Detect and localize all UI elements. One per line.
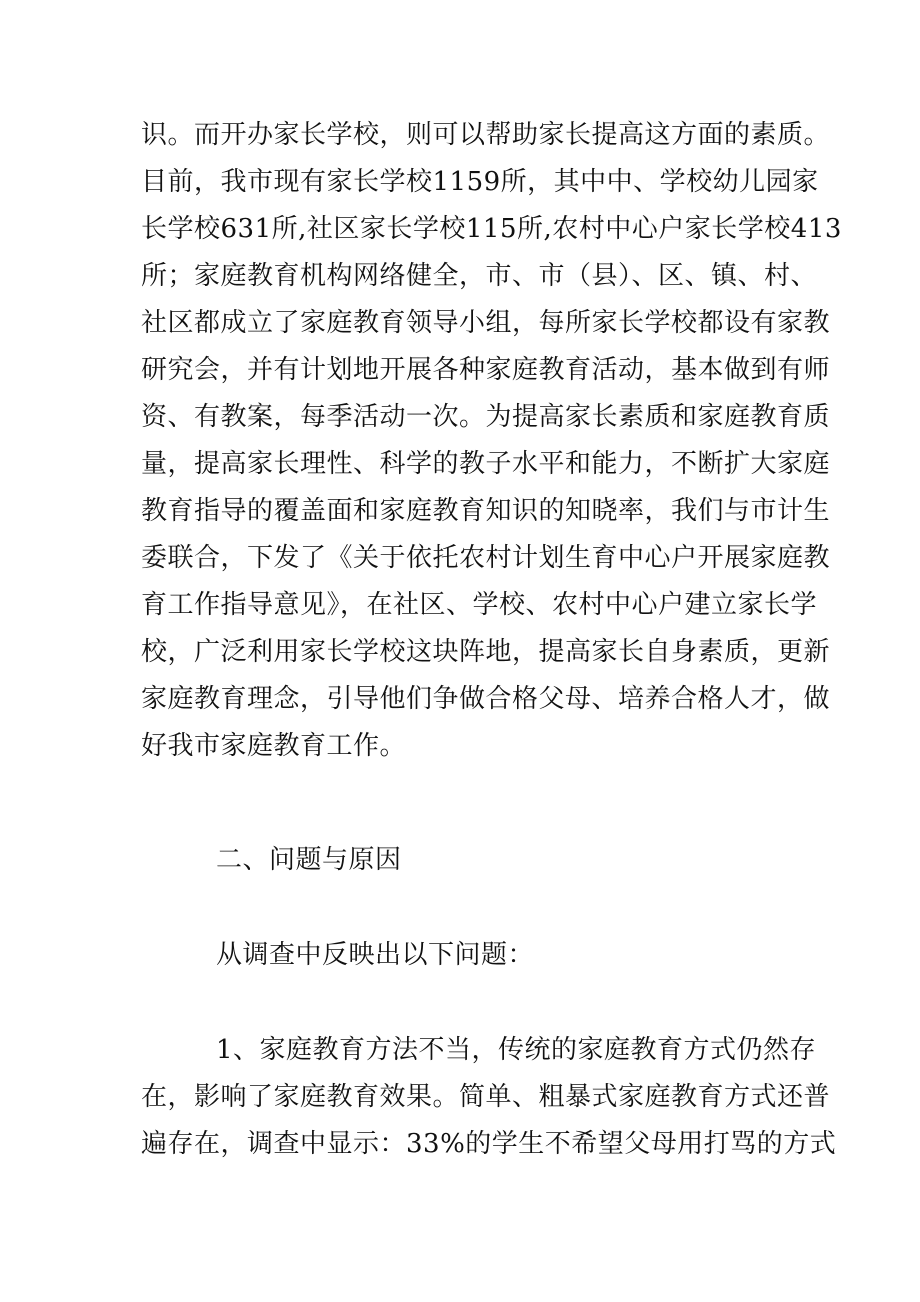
intro-text: 从调查中反映出以下问题： xyxy=(216,940,535,970)
section-heading xyxy=(216,837,856,884)
text-line: 在，影响了家庭教育效果。简单、粗暴式家庭教育方式还普 xyxy=(141,1082,831,1112)
text-line: 遍存在，调查中显示：33%的学生不希望父母用打骂的方式 xyxy=(141,1129,837,1159)
text-line: 委联合，下发了《关于依托农村计划生育中心户开展家庭教 xyxy=(141,543,831,573)
text-line: 育工作指导意见》，在社区、学校、农村中心户建立家长学 xyxy=(141,590,818,620)
paragraph-issue-1 xyxy=(141,1027,837,1168)
text-line: 识。而开办家长学校，则可以帮助家长提高这方面的素质。 xyxy=(141,120,831,150)
paragraph-family-schools xyxy=(141,112,842,770)
text-line: 目前，我市现有家长学校1159所，其中中、学校幼儿园家 xyxy=(141,167,819,197)
intro-paragraph xyxy=(216,932,856,979)
section-heading-text: 二、问题与原因 xyxy=(216,845,402,875)
text-line: 长学校631所,社区家长学校115所,农村中心户家长学校413 xyxy=(141,214,842,244)
text-line: 量，提高家长理性、科学的教子水平和能力，不断扩大家庭 xyxy=(141,449,831,479)
text-line: 所；家庭教育机构网络健全，市、市（县）、区、镇、村、 xyxy=(141,261,818,291)
text-line: 社区都成立了家庭教育领导小组，每所家长学校都设有家教 xyxy=(141,308,831,338)
text-line: 资、有教案，每季活动一次。为提高家长素质和家庭教育质 xyxy=(141,402,831,432)
text-line: 教育指导的覆盖面和家庭教育知识的知晓率，我们与市计生 xyxy=(141,496,831,526)
text-line: 家庭教育理念，引导他们争做合格父母、培养合格人才，做 xyxy=(141,684,831,714)
text-line: 研究会，并有计划地开展各种家庭教育活动，基本做到有师 xyxy=(141,355,831,385)
text-line: 校，广泛利用家长学校这块阵地，提高家长自身素质，更新 xyxy=(141,637,831,667)
text-line: 1、家庭教育方法不当，传统的家庭教育方式仍然存 xyxy=(216,1035,817,1065)
text-line: 好我市家庭教育工作。 xyxy=(141,731,407,761)
